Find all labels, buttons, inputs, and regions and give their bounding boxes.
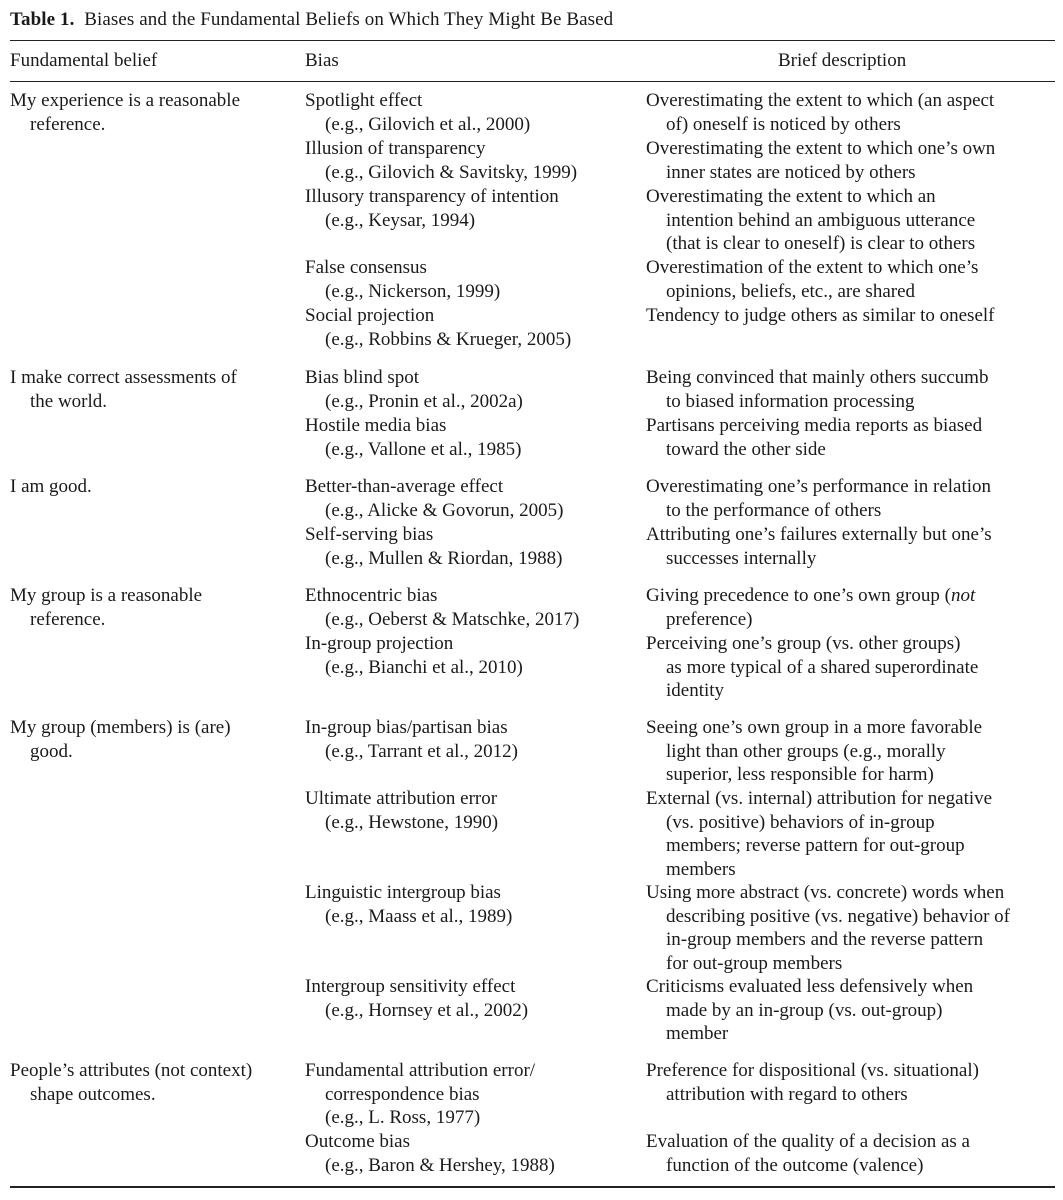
description-line: for out-group members (666, 952, 843, 974)
bias-citation: (e.g., Alicke & Govorun, 2005) (325, 499, 564, 521)
bias-citation: (e.g., Mullen & Riordan, 1988) (325, 547, 563, 569)
column-header-description: Brief description (778, 50, 907, 71)
bias-name-line: Social projection (305, 305, 435, 326)
bias-name-line: In-group projection (305, 633, 454, 654)
bias-description (646, 523, 992, 570)
description-line: preference) (666, 608, 753, 630)
bias-name (305, 475, 564, 522)
table-caption-label: Table 1. (10, 9, 75, 30)
description-line: Overestimating one’s performance in relation (646, 476, 992, 497)
bias-name-line: Illusion of transparency (305, 138, 486, 159)
description-line: Overestimation of the extent to which one’s (646, 257, 979, 278)
bias-name-line: Fundamental attribution error/ (305, 1060, 536, 1081)
belief-line: My experience is a reasonable (10, 90, 241, 111)
bias-description (646, 787, 992, 881)
bias-citation: (e.g., Hornsey et al., 2002) (325, 999, 529, 1021)
belief-line: reference. (30, 608, 106, 630)
description-line: members; reverse pattern for out-group (666, 835, 965, 856)
belief-line: the world. (30, 390, 108, 412)
bias-description (646, 632, 978, 703)
description-line: Perceiving one’s group (vs. other groups) (646, 633, 961, 654)
bias-name-line: Spotlight effect (305, 90, 423, 111)
description-line: Giving precedence to one’s own group (not (646, 585, 976, 606)
bias-name (305, 414, 521, 461)
bias-description (646, 137, 995, 184)
description-line: intention behind an ambiguous utterance (666, 209, 976, 231)
description-line: attribution with regard to others (666, 1083, 908, 1105)
description-line: light than other groups (e.g., morally (666, 740, 946, 762)
bias-description (646, 304, 995, 328)
bias-name (305, 256, 500, 303)
description-line: of) oneself is noticed by others (666, 113, 901, 135)
description-line: made by an in-group (vs. out-group) (666, 999, 943, 1021)
bias-name (305, 185, 559, 232)
description-line: (vs. positive) behaviors of in-group (666, 811, 935, 833)
table-top-rule (10, 40, 1055, 41)
bias-name-line: Linguistic intergroup bias (305, 882, 501, 903)
fundamental-belief (10, 366, 237, 413)
bias-name (305, 89, 530, 136)
bias-citation: (e.g., Pronin et al., 2002a) (325, 390, 523, 412)
bias-name-line: Outcome bias (305, 1131, 411, 1152)
bias-citation: (e.g., Hewstone, 1990) (325, 811, 499, 833)
bias-description (646, 256, 978, 303)
bias-description (646, 881, 1010, 975)
description-line: Evaluation of the quality of a decision as a (646, 1131, 970, 1152)
bias-citation: (e.g., Gilovich & Savitsky, 1999) (325, 161, 578, 183)
bias-name-line: Better-than-average effect (305, 476, 504, 497)
column-header-bias: Bias (305, 50, 339, 71)
bias-name (305, 787, 498, 834)
bias-name-line: Illusory transparency of intention (305, 186, 559, 207)
belief-line: My group (members) is (are) (10, 717, 231, 738)
bias-name (305, 632, 523, 679)
bias-name-line: correspondence bias (325, 1083, 480, 1105)
bias-name (305, 881, 512, 928)
bias-description (646, 975, 973, 1046)
bias-citation: (e.g., Robbins & Krueger, 2005) (325, 328, 572, 350)
description-line: successes internally (666, 547, 817, 569)
description-line: External (vs. internal) attribution for negative (646, 788, 993, 809)
description-line: to the performance of others (666, 499, 882, 521)
description-line: member (666, 1023, 729, 1044)
bias-citation: (e.g., Maass et al., 1989) (325, 905, 513, 927)
description-line: function of the outcome (valence) (666, 1154, 924, 1176)
belief-line: shape outcomes. (30, 1083, 156, 1105)
bias-name (305, 366, 523, 413)
bias-description (646, 414, 982, 461)
bias-description (646, 185, 975, 256)
description-line: Overestimating the extent to which an (646, 186, 936, 207)
description-line: Partisans perceiving media reports as biased (646, 415, 983, 436)
description-line: inner states are noticed by others (666, 161, 916, 183)
description-line: describing positive (vs. negative) behavior of (666, 905, 1011, 927)
fundamental-belief (10, 716, 231, 763)
bias-description (646, 89, 994, 136)
description-line: Preference for dispositional (vs. situational) (646, 1060, 979, 1081)
belief-line: I make correct assessments of (10, 367, 237, 388)
description-line: opinions, beliefs, etc., are shared (666, 280, 916, 302)
table-caption (10, 9, 613, 31)
bias-name-line: Hostile media bias (305, 415, 447, 436)
belief-line: I am good. (10, 476, 92, 497)
bias-description (646, 1059, 979, 1106)
bias-name-line: Intergroup sensitivity effect (305, 976, 516, 997)
belief-line: reference. (30, 113, 106, 135)
bias-description (646, 366, 988, 413)
bias-name-line: Ethnocentric bias (305, 585, 438, 606)
bias-description (646, 716, 982, 787)
description-line: identity (666, 680, 725, 701)
description-line: Overestimating the extent to which (an aspect (646, 90, 995, 111)
description-line: to biased information processing (666, 390, 915, 412)
bias-name (305, 975, 528, 1022)
column-header-belief: Fundamental belief (10, 50, 158, 71)
bias-name-line: Self-serving bias (305, 524, 434, 545)
table-bottom-rule (10, 1186, 1055, 1188)
bias-description (646, 584, 975, 631)
belief-line: People’s attributes (not context) (10, 1060, 253, 1081)
bias-name (305, 1130, 555, 1177)
bias-name (305, 523, 562, 570)
belief-line: My group is a reasonable (10, 585, 203, 606)
table-header-rule (10, 81, 1055, 82)
bias-citation: (e.g., L. Ross, 1977) (325, 1107, 481, 1128)
fundamental-belief (10, 1059, 252, 1106)
description-line: Being convinced that mainly others succumb (646, 367, 989, 388)
bias-name (305, 716, 518, 763)
bias-citation: (e.g., Vallone et al., 1985) (325, 438, 522, 460)
description-line: members (666, 858, 736, 880)
description-line: Using more abstract (vs. concrete) words when (646, 882, 1005, 903)
bias-citation: (e.g., Keysar, 1994) (325, 209, 476, 231)
bias-description (646, 475, 991, 522)
belief-line: good. (30, 740, 73, 762)
fundamental-belief (10, 89, 240, 136)
description-line: Tendency to judge others as similar to oneself (646, 305, 995, 326)
bias-name-line: Ultimate attribution error (305, 788, 498, 809)
description-line: Attributing one’s failures externally but one’s (646, 524, 992, 545)
description-line: as more typical of a shared superordinate (666, 656, 979, 678)
bias-name-line: False consensus (305, 257, 427, 278)
description-line: in-group members and the reverse pattern (666, 929, 984, 950)
bias-citation: (e.g., Gilovich et al., 2000) (325, 113, 531, 135)
bias-name-line: Bias blind spot (305, 367, 420, 388)
fundamental-belief (10, 584, 202, 631)
bias-citation: (e.g., Tarrant et al., 2012) (325, 740, 518, 762)
fundamental-belief (10, 475, 92, 499)
description-line: toward the other side (666, 438, 826, 460)
bias-citation: (e.g., Nickerson, 1999) (325, 280, 501, 302)
table-caption-text: Biases and the Fundamental Beliefs on Which They Might Be Based (84, 9, 614, 30)
bias-name (305, 304, 571, 351)
bias-name (305, 584, 579, 631)
description-line: Criticisms evaluated less defensively when (646, 976, 974, 997)
description-line: Seeing one’s own group in a more favorable (646, 717, 983, 738)
bias-name-line: In-group bias/partisan bias (305, 717, 508, 738)
description-line: superior, less responsible for harm) (666, 764, 934, 785)
bias-citation: (e.g., Bianchi et al., 2010) (325, 656, 523, 678)
bias-name (305, 1059, 535, 1130)
bias-description (646, 1130, 970, 1177)
bias-name (305, 137, 577, 184)
bias-citation: (e.g., Baron & Hershey, 1988) (325, 1154, 555, 1176)
bias-citation: (e.g., Oeberst & Matschke, 2017) (325, 608, 580, 630)
description-line: (that is clear to oneself) is clear to others (666, 233, 976, 254)
description-line: Overestimating the extent to which one’s own (646, 138, 996, 159)
